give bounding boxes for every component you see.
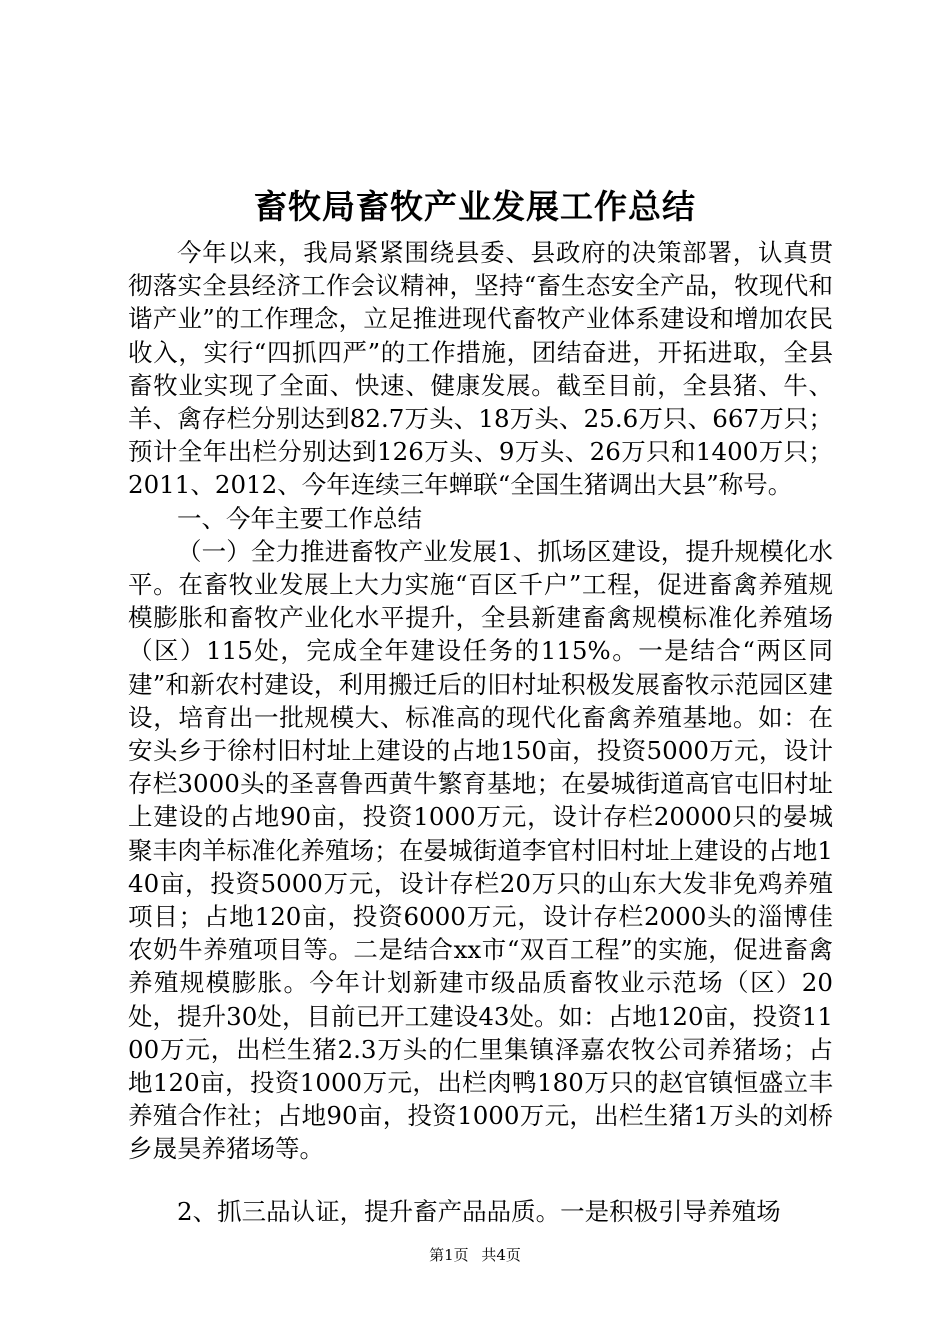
paragraph-section-1: （一）全力推进畜牧产业发展1、抓场区建设，提升规模化水平。在畜牧业发展上大力实施“百区千户”工程，促进畜禽养殖规模膨胀和畜牧产业化水平提升，全县新建畜禽规模标准化养殖场（区）115处，完成全年建设任务的115%。一是结合“两区同建”和新农村建设，利用搬迁后的旧村址积极发展畜牧示范园区建设，培育出一批规模大、标准高的现代化畜禽养殖基地。如：在安头乡于徐村旧村址上建设的占地150亩，投资5000万元，设计存栏3000头的圣喜鲁西黄牛繁育基地；在晏城街道高官屯旧村址上建设的占地90亩，投资1000万元，设计存栏20000只的晏城聚丰肉羊标准化养殖场；在晏城街道李官村旧村址上建设的占地140亩，投资5000万元，设计存栏20万只的山东大发非免鸡养殖项目；占地120亩，投资6000万元，设计存栏2000头的淄博佳农奶牛养殖项目等。二是结合xx市“双百工程”的实施，促进畜禽养殖规模膨胀。今年计划新建市级品质畜牧业示范场（区）20处，提升30处，目前已开工建设43处。如：占地120亩，投资1100万元，出栏生猪2.3万头的仁里集镇泽嘉农牧公司养猪场；占地120亩，投资1000万元，出栏肉鸭180万只的赵官镇恒盛立丰养殖合作社；占地90亩，投资1000万元，出栏生猪1万头的刘桥乡晟昊养猪场等。	[128, 536, 833, 1164]
document-title: 畜牧局畜牧产业发展工作总结	[254, 187, 696, 226]
section-heading: 一、今年主要工作总结	[177, 503, 422, 533]
document-body	[128, 236, 833, 1228]
paragraph-section-2: 2、抓三品认证，提升畜产品品质。一是积极引导养殖场	[177, 1196, 781, 1226]
page-number: 第1页	[429, 1246, 469, 1264]
page-total: 共4页	[481, 1246, 521, 1264]
page-footer	[0, 1244, 950, 1266]
paragraph-intro: 今年以来，我局紧紧围绕县委、县政府的决策部署，认真贯彻落实全县经济工作会议精神，坚持“畜生态安全产品，牧现代和谐产业”的工作理念，立足推进现代畜牧产业体系建设和增加农民收入，实行“四抓四严”的工作措施，团结奋进，开拓进取，全县畜牧业实现了全面、快速、健康发展。截至目前，全县猪、牛、羊、禽存栏分别达到82.7万头、18万头、25.6万只、667万只；预计全年出栏分别达到126万头、9万头、26万只和1400万只；2011、2012、今年连续三年蝉联“全国生猪调出大县”称号。	[128, 238, 833, 500]
